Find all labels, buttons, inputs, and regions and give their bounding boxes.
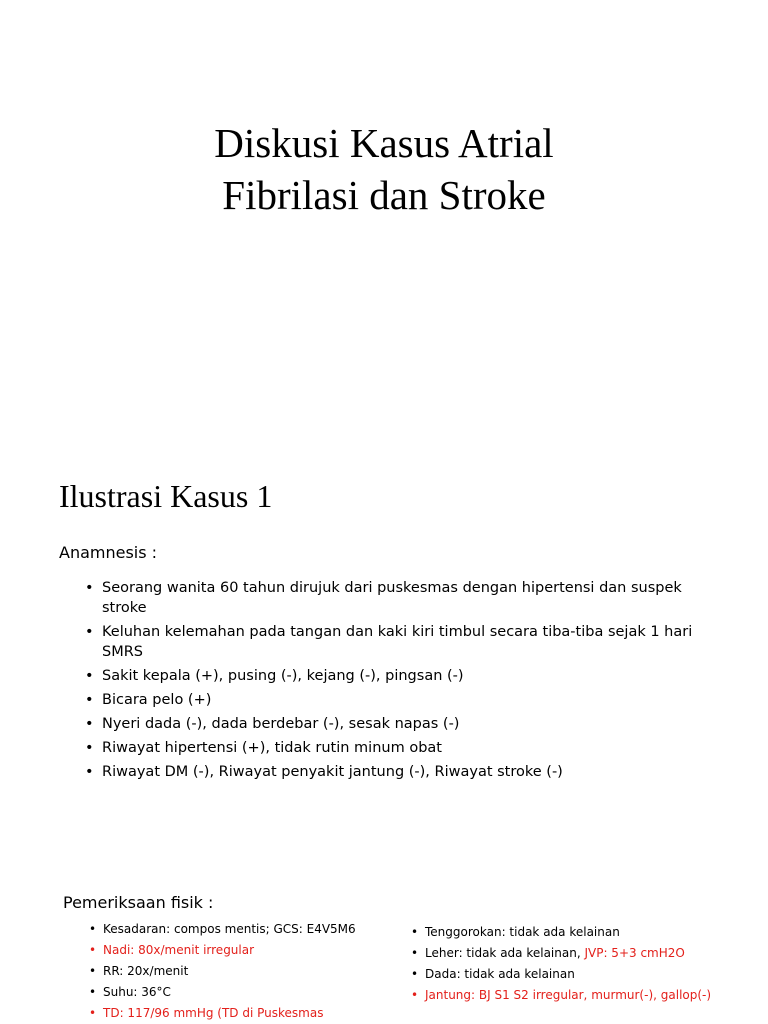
list-item: • Dada: tidak ada kelainan xyxy=(411,966,741,982)
list-item: • Suhu: 36°C xyxy=(89,984,389,1000)
anamnesis-list xyxy=(85,578,725,786)
list-item: • Kesadaran: compos mentis; GCS: E4V5M6 xyxy=(89,921,389,937)
anamnesis-label: Anamnesis : xyxy=(59,543,158,562)
physical-exam-slide xyxy=(0,860,768,1024)
list-item: • Nyeri dada (-), dada berdebar (-), sesak napas (-) xyxy=(85,714,725,734)
list-item: • RR: 20x/menit xyxy=(89,963,389,979)
list-item: • Riwayat hipertensi (+), tidak rutin minum obat xyxy=(85,738,725,758)
title-slide xyxy=(0,0,768,440)
title-line-2: Fibrilasi dan Stroke xyxy=(222,172,546,218)
list-item: • Seorang wanita 60 tahun dirujuk dari puskesmas dengan hipertensi dan suspek stroke xyxy=(85,578,725,618)
list-item: • Tenggorokan: tidak ada kelainan xyxy=(411,924,741,940)
slide-heading: Ilustrasi Kasus 1 xyxy=(59,478,273,514)
exam-list-right xyxy=(411,924,741,1008)
list-item-highlight: • TD: 117/96 mmHg (TD di Puskesmas xyxy=(89,1005,389,1021)
case-illustration-slide xyxy=(0,440,768,860)
jvp-text: JVP: 5+3 cmH2O xyxy=(584,946,685,960)
physical-exam-label: Pemeriksaan fisik : xyxy=(63,893,214,912)
list-item: • Keluhan kelemahan pada tangan dan kaki kiri timbul secara tiba-tiba sejak 1 hari SMRS xyxy=(85,622,725,662)
list-item xyxy=(411,945,741,961)
list-item-highlight: • Nadi: 80x/menit irregular xyxy=(89,942,389,958)
list-item: • Sakit kepala (+), pusing (-), kejang (-), pingsan (-) xyxy=(85,666,725,686)
neck-text: Leher: tidak ada kelainan, xyxy=(425,946,585,960)
list-item: • Riwayat DM (-), Riwayat penyakit jantung (-), Riwayat stroke (-) xyxy=(85,762,725,782)
presentation-title xyxy=(0,117,768,221)
list-item: • Bicara pelo (+) xyxy=(85,690,725,710)
list-item-highlight: • Jantung: BJ S1 S2 irregular, murmur(-), gallop(-) xyxy=(411,987,741,1003)
title-line-1: Diskusi Kasus Atrial xyxy=(214,120,554,166)
exam-list-left xyxy=(89,921,389,1024)
